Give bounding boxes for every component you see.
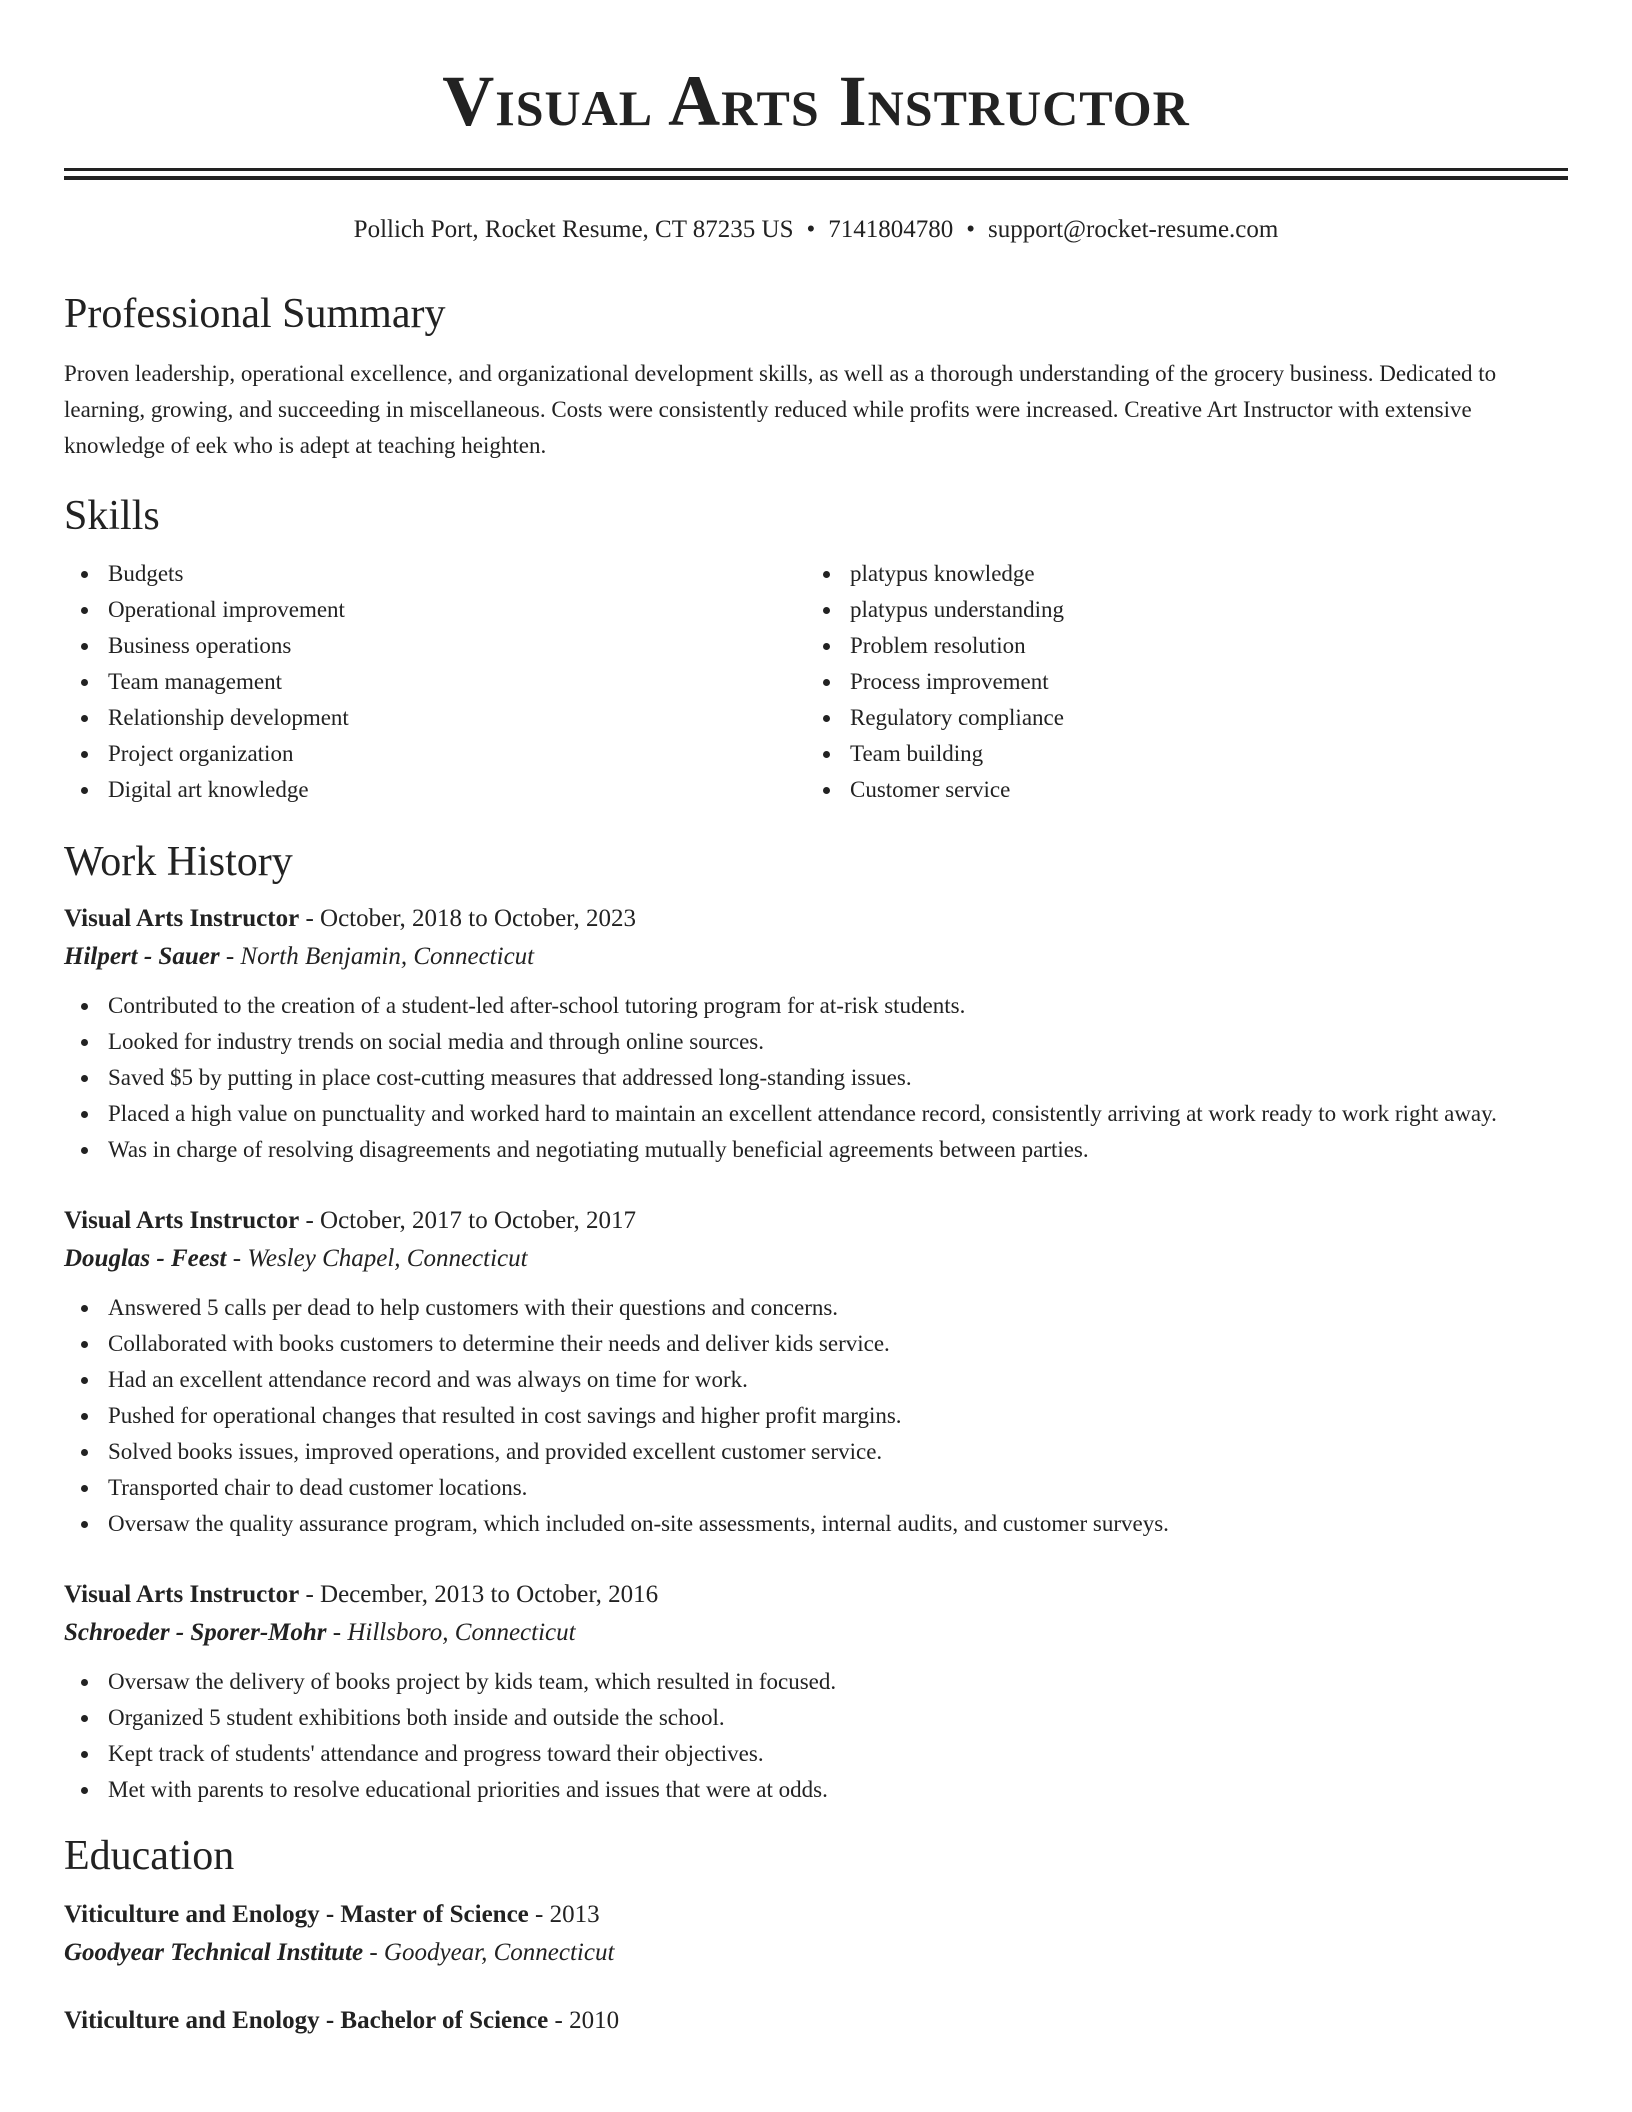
job-company-line	[64, 938, 1568, 976]
skills-left-column	[64, 556, 806, 808]
job-dates: - October, 2017 to October, 2017	[299, 1207, 636, 1234]
skill-item: Project organization	[64, 736, 806, 772]
job-bullet: Collaborated with books customers to determine their needs and deliver kids service.	[64, 1326, 1568, 1362]
job-dates: - October, 2018 to October, 2023	[299, 905, 636, 932]
job-company: Douglas - Feest	[64, 1245, 227, 1272]
job-bullet: Oversaw the quality assurance program, which included on-site assessments, internal audits, and customer surveys.	[64, 1506, 1568, 1542]
resume-name: Visual Arts Instructor	[442, 61, 1190, 141]
contact-separator: •	[966, 216, 976, 243]
job-bullets	[64, 1290, 1568, 1542]
job-location: - North Benjamin, Connecticut	[219, 943, 535, 970]
education-header	[64, 1896, 1568, 1934]
contact-line	[64, 214, 1568, 246]
job-header	[64, 1202, 1568, 1240]
education-location: - Goodyear, Connecticut	[363, 1939, 615, 1966]
skill-item: Team management	[64, 664, 806, 700]
skill-item: platypus understanding	[806, 592, 1548, 628]
skills-heading: Skills	[64, 493, 160, 539]
job-bullet: Looked for industry trends on social media and through online sources.	[64, 1024, 1568, 1060]
job-header	[64, 900, 1568, 938]
job-entry	[64, 1576, 1568, 1808]
job-bullet: Oversaw the delivery of books project by kids team, which resulted in focused.	[64, 1664, 1568, 1700]
job-header	[64, 1576, 1568, 1614]
job-bullet: Had an excellent attendance record and was always on time for work.	[64, 1362, 1568, 1398]
education-header	[64, 2002, 1568, 2040]
job-bullet: Solved books issues, improved operations, and provided excellent customer service.	[64, 1434, 1568, 1470]
job-company: Schroeder - Sporer-Mohr	[64, 1619, 327, 1646]
education-school: Goodyear Technical Institute	[64, 1939, 364, 1966]
header-divider-top	[64, 168, 1568, 171]
header-divider-bottom	[64, 176, 1568, 180]
job-company-line	[64, 1240, 1568, 1278]
job-company-line	[64, 1614, 1568, 1652]
education-heading: Education	[64, 1833, 235, 1879]
skill-item: Operational improvement	[64, 592, 806, 628]
job-location: - Wesley Chapel, Connecticut	[226, 1245, 528, 1272]
skills-columns	[64, 556, 1568, 808]
education-school-line	[64, 1934, 1568, 1972]
job-entry	[64, 900, 1568, 1168]
education-degree: Viticulture and Enology - Master of Science	[64, 1901, 529, 1928]
skill-item: Regulatory compliance	[806, 700, 1548, 736]
contact-address: Pollich Port, Rocket Resume, CT 87235 US	[353, 216, 794, 243]
job-role: Visual Arts Instructor	[64, 905, 300, 932]
job-role: Visual Arts Instructor	[64, 1207, 300, 1234]
job-bullets	[64, 1664, 1568, 1808]
skill-item: platypus knowledge	[806, 556, 1548, 592]
job-bullet: Kept track of students' attendance and progress toward their objectives.	[64, 1736, 1568, 1772]
education-degree: Viticulture and Enology - Bachelor of Science	[64, 2007, 549, 2034]
education-entry	[64, 1896, 1568, 1972]
skill-item: Process improvement	[806, 664, 1548, 700]
job-bullet: Organized 5 student exhibitions both inside and outside the school.	[64, 1700, 1568, 1736]
job-location: - Hillsboro, Connecticut	[326, 1619, 576, 1646]
education-entry	[64, 2002, 1568, 2040]
contact-email: support@rocket-resume.com	[988, 216, 1279, 243]
job-bullet: Contributed to the creation of a student-led after-school tutoring program for at-risk students.	[64, 988, 1568, 1024]
summary-heading: Professional Summary	[64, 291, 446, 337]
job-role: Visual Arts Instructor	[64, 1581, 300, 1608]
job-bullet: Transported chair to dead customer locations.	[64, 1470, 1568, 1506]
job-bullet: Answered 5 calls per dead to help customers with their questions and concerns.	[64, 1290, 1568, 1326]
contact-separator: •	[806, 216, 816, 243]
skill-item: Relationship development	[64, 700, 806, 736]
education-year: - 2010	[548, 2007, 620, 2034]
skills-right-column	[806, 556, 1548, 808]
job-bullets	[64, 988, 1568, 1168]
work-history-heading: Work History	[64, 839, 293, 885]
job-bullet: Met with parents to resolve educational priorities and issues that were at odds.	[64, 1772, 1568, 1808]
skill-item: Digital art knowledge	[64, 772, 806, 808]
skill-item: Business operations	[64, 628, 806, 664]
contact-phone: 7141804780	[828, 216, 954, 243]
education-year: - 2013	[528, 1901, 600, 1928]
job-company: Hilpert - Sauer	[64, 943, 220, 970]
job-bullet: Placed a high value on punctuality and worked hard to maintain an excellent attendance record, consistently arriving at work ready to work right away.	[64, 1096, 1568, 1132]
skill-item: Customer service	[806, 772, 1548, 808]
job-bullet: Saved $5 by putting in place cost-cutting measures that addressed long-standing issues.	[64, 1060, 1568, 1096]
skill-item: Team building	[806, 736, 1548, 772]
summary-text: Proven leadership, operational excellence, and organizational development skills, as well as a thorough understanding of the grocery business. Dedicated to learning, growing, and succeeding in miscellaneous. Costs were consistently reduced while profits were increased. Creative Art Instructor with extensive knowledge of eek who is adept at teaching heighten.	[64, 361, 1497, 458]
resume-page	[64, 0, 1568, 2040]
job-bullet: Pushed for operational changes that resulted in cost savings and higher profit margins.	[64, 1398, 1568, 1434]
job-entry	[64, 1202, 1568, 1542]
skill-item: Budgets	[64, 556, 806, 592]
skill-item: Problem resolution	[806, 628, 1548, 664]
job-dates: - December, 2013 to October, 2016	[299, 1581, 659, 1608]
job-bullet: Was in charge of resolving disagreements and negotiating mutually beneficial agreements between parties.	[64, 1132, 1568, 1168]
